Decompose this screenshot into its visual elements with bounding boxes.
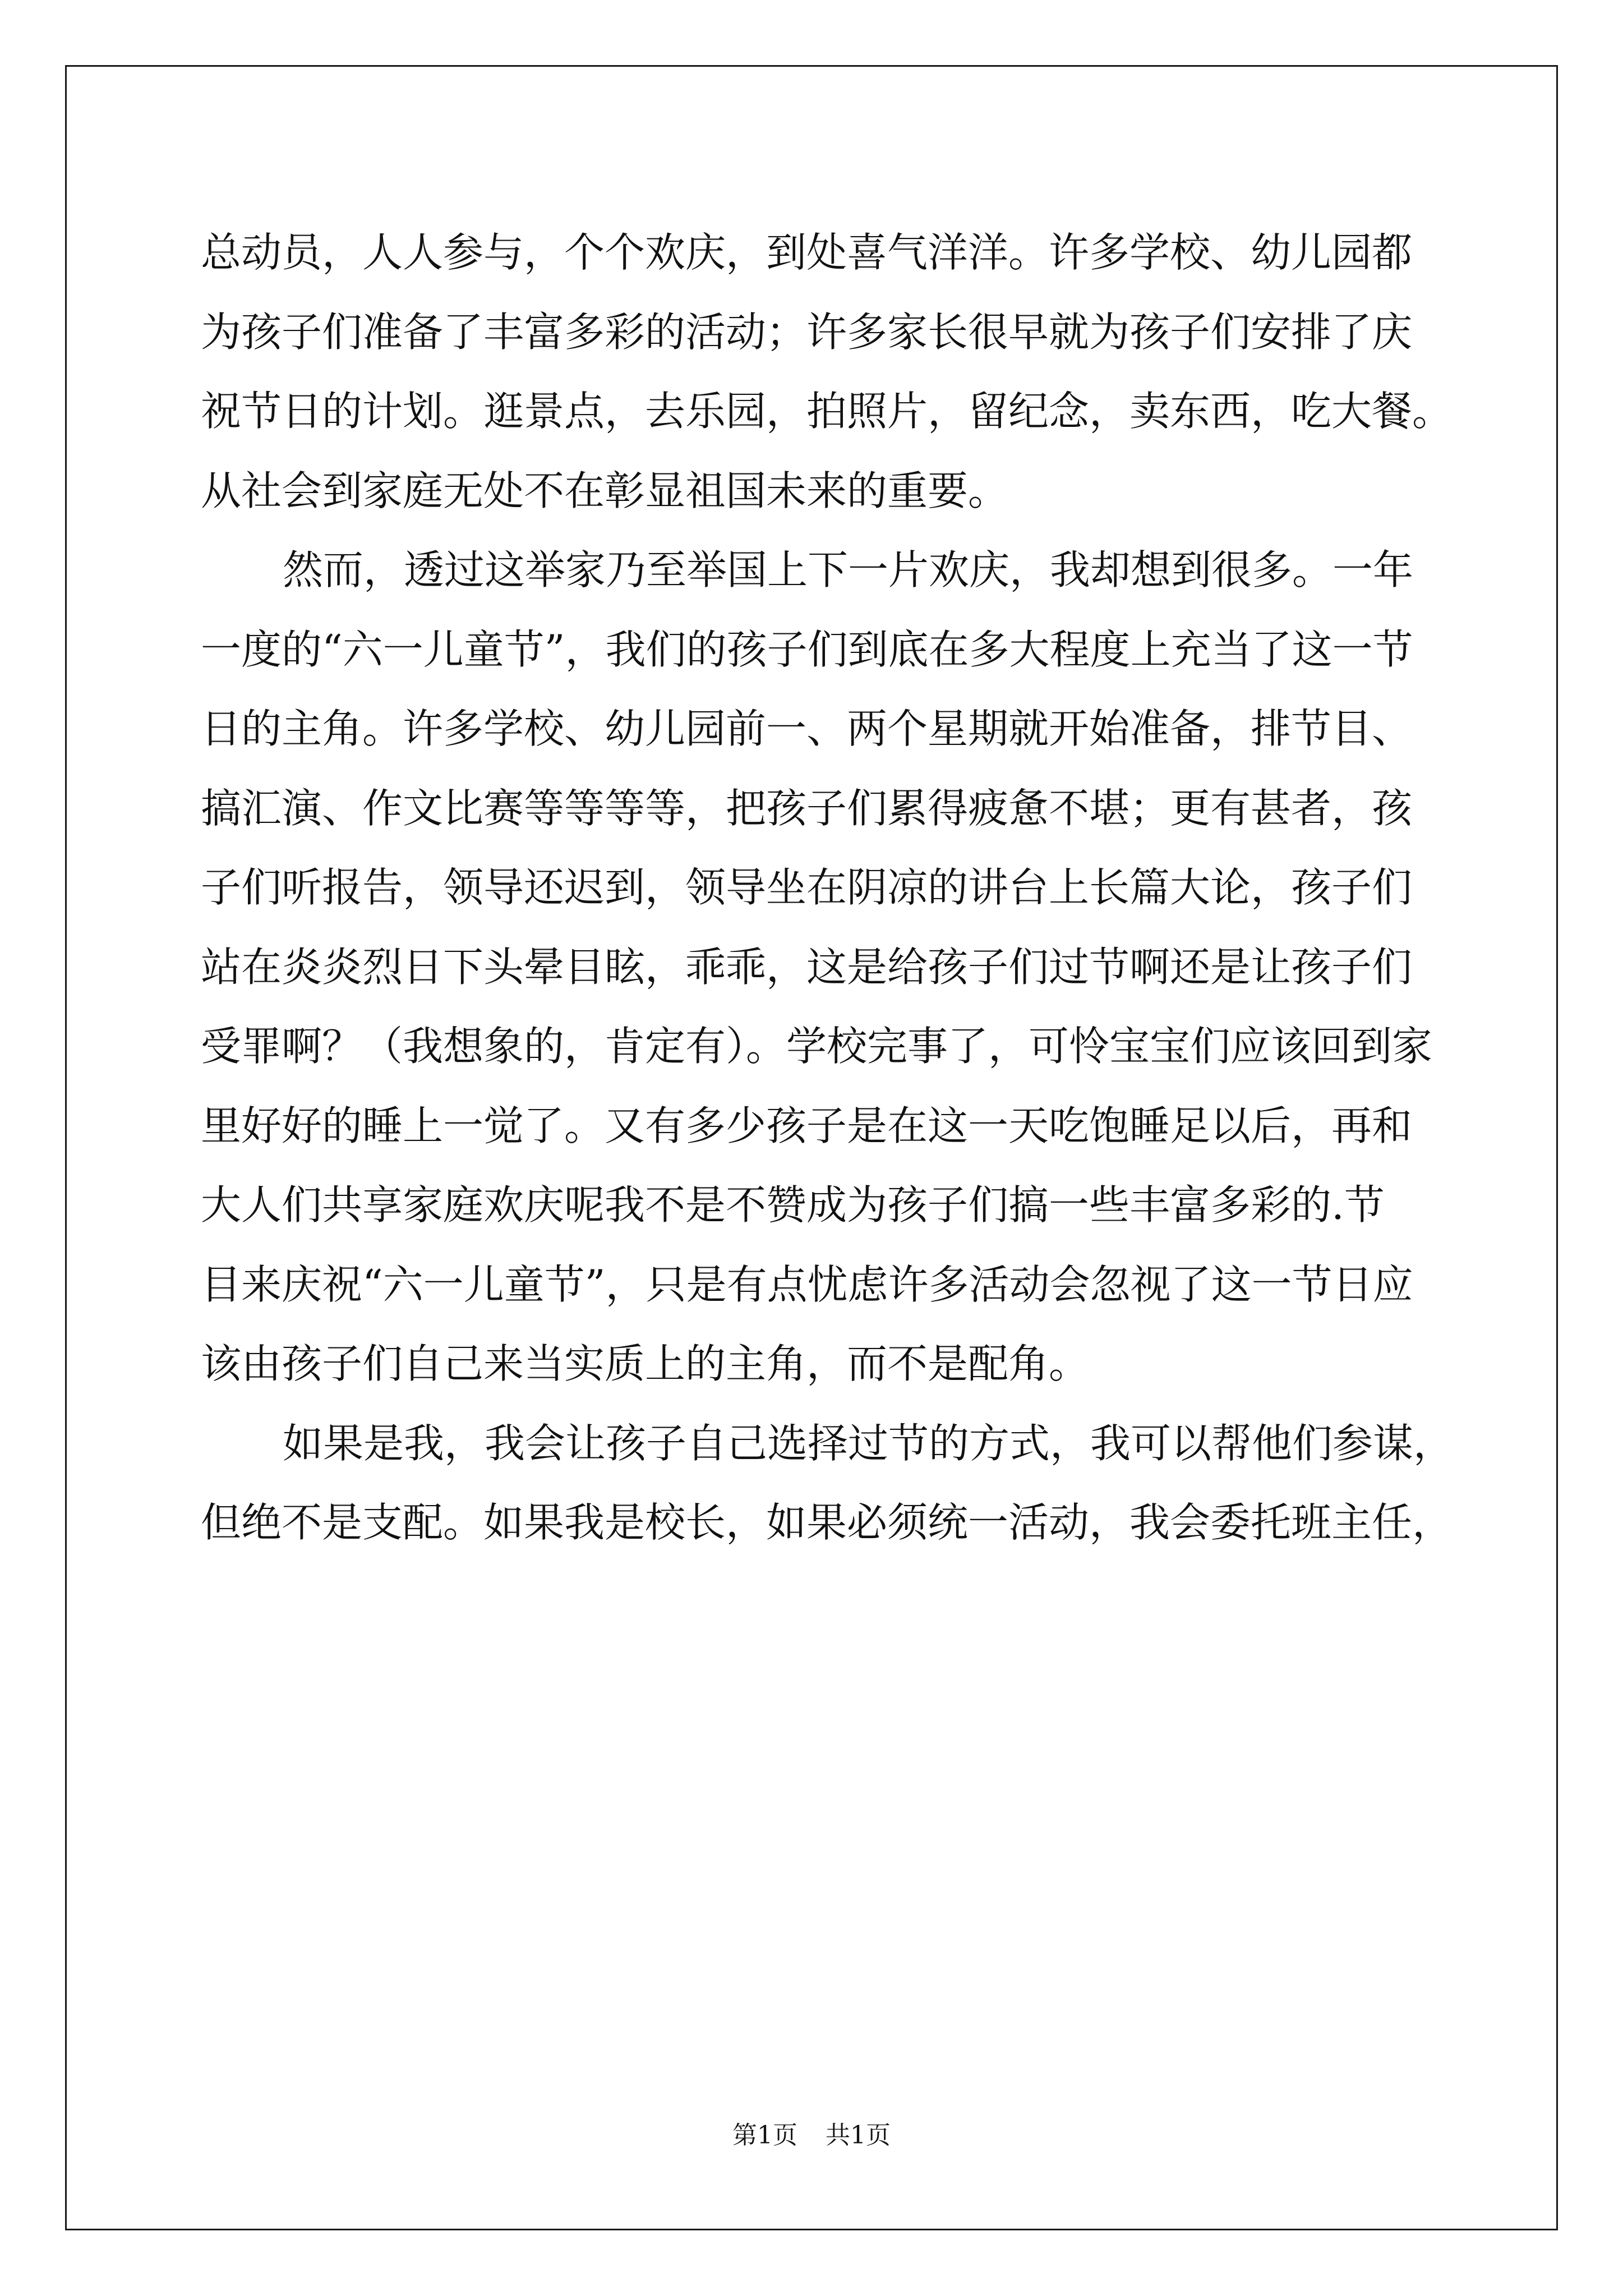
text-line-2: 为孩子们准备了丰富多彩的活动；许多家长很早就为孩子们安排了庆 [201, 308, 1413, 356]
page-footer [0, 2115, 1623, 2151]
text-line-6: 一度的“六一儿童节”，我们的孩子们到底在多大程度上充当了这一节 [201, 625, 1413, 673]
text-line-13: 大人们共享家庭欢庆呢我不是不赞成为孩子们搞一些丰富多彩的.节 [201, 1181, 1385, 1228]
page-total: 共1页 [826, 2121, 891, 2150]
text-line-3: 祝节日的计划。逛景点，去乐园，拍照片，留纪念，卖东西，吃大餐。 [201, 388, 1453, 435]
text-line-16: 如果是我，我会让孩子自己选择过节的方式，我可以帮他们参谋， [283, 1419, 1454, 1467]
text-line-17: 但绝不是支配。如果我是校长，如果必须统一活动，我会委托班主任， [201, 1499, 1453, 1546]
text-line-10: 站在炎炎烈日下头晕目眩，乖乖，这是给孩子们过节啊还是让孩子们 [201, 943, 1413, 991]
text-line-15: 该由孩子们自己来当实质上的主角，而不是配角。 [201, 1340, 1090, 1387]
text-line-8: 搞汇演、作文比赛等等等等，把孩子们累得疲惫不堪；更有甚者，孩 [201, 784, 1413, 832]
text-line-12: 里好好的睡上一觉了。又有多少孩子是在这一天吃饱睡足以后，再和 [201, 1102, 1413, 1149]
page-number: 第1页 [732, 2121, 797, 2150]
text-line-11: 受罪啊？（我想象的，肯定有）。学校完事了，可怜宝宝们应该回到家 [201, 1023, 1433, 1070]
text-line-5: 然而，透过这举家乃至举国上下一片欢庆，我却想到很多。一年 [283, 546, 1414, 593]
text-line-14: 目来庆祝“六一儿童节”，只是有点忧虑许多活动会忽视了这一节日应 [201, 1260, 1413, 1308]
document-body [201, 213, 1454, 1563]
text-line-1: 总动员，人人参与，个个欢庆，到处喜气洋洋。许多学校、幼儿园都 [201, 229, 1413, 276]
text-line-9: 子们听报告，领导还迟到，领导坐在阴凉的讲台上长篇大论，孩子们 [201, 864, 1413, 911]
text-line-4: 从社会到家庭无处不在彰显祖国未来的重要。 [201, 467, 1009, 514]
text-line-7: 日的主角。许多学校、幼儿园前一、两个星期就开始准备，排节目、 [201, 705, 1413, 752]
